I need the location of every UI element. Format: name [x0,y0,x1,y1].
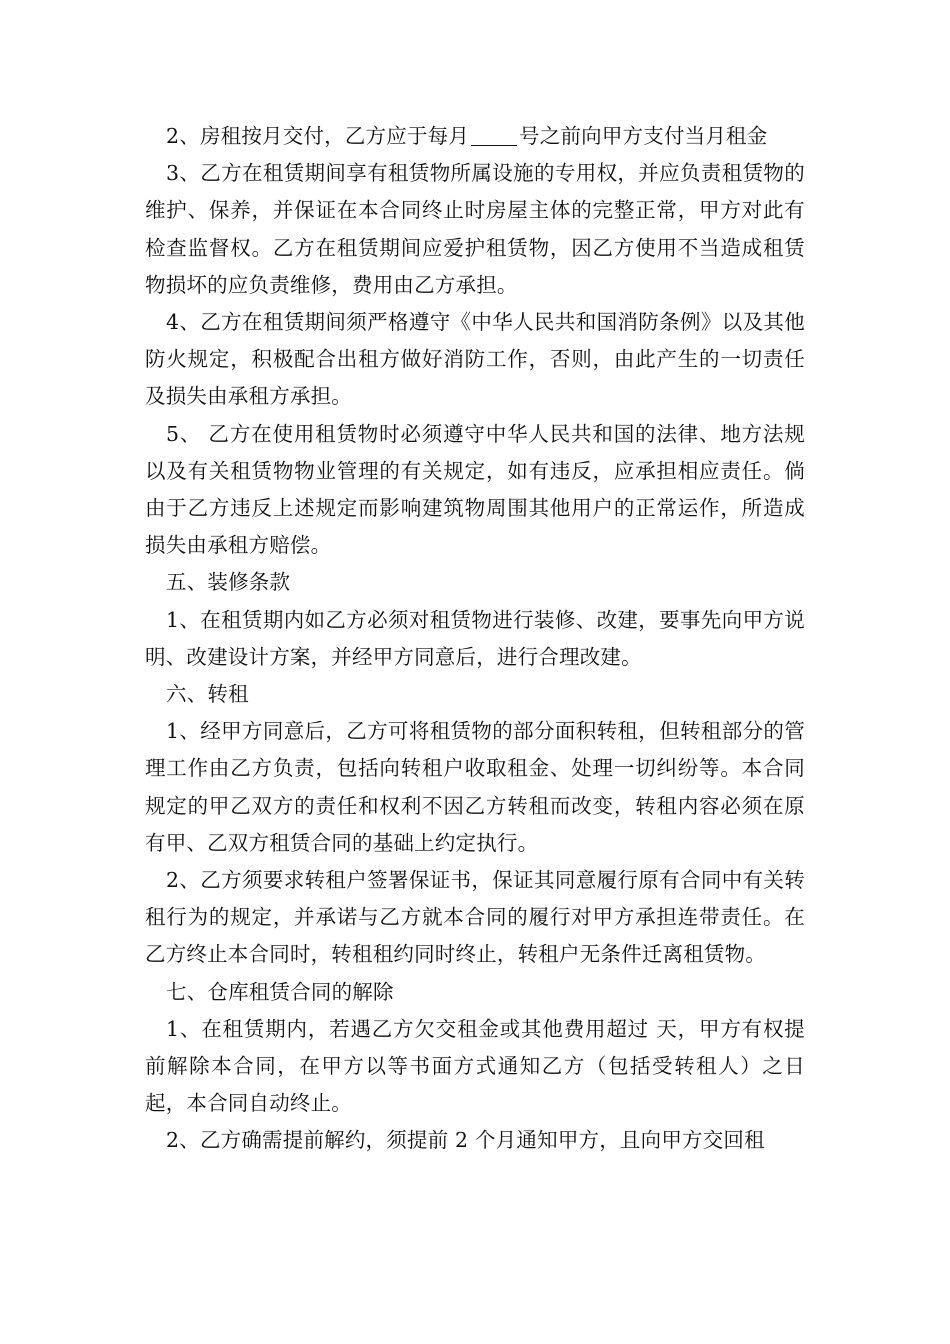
clause-sublease-2: 2、乙方须要求转租户签署保证书，保证其同意履行原有合同中有关转租行为的规定，并承诺与乙方就本合同的履行对甲方承担连带责任。在乙方终止本合同时，转租租约同时终止，转租户无条件迁离租赁物。 [145,868,805,967]
blank-underline [471,125,517,147]
section-heading-termination: 七、仓库租赁合同的解除 [166,979,394,1004]
clause-termination-2: 2、乙方确需提前解约，须提前 2 个月通知甲方，且向甲方交回租 [166,1128,765,1153]
section-heading-renovation: 五、装修条款 [166,570,291,595]
document-body [145,118,805,1160]
clause-rent-payment-text-a: 2、房租按月交付，乙方应于每月 [166,124,470,148]
clause-termination-1: 1、在租赁期内，若遇乙方欠交租金或其他费用超过 天，甲方有权提前解除本合同，在甲方以等书面方式通知乙方（包括受转租人）之日起，本合同自动终止。 [145,1016,805,1116]
clause-fire-safety: 4、乙方在租赁期间须严格遵守《中华人民共和国消防条例》以及其他防火规定，积极配合出租方做好消防工作，否则，由此产生的一切责任及损失由承租方承担。 [145,310,805,409]
clause-rent-payment [145,118,805,155]
clause-maintenance: 3、乙方在租赁期间享有租赁物所属设施的专用权，并应负责租赁物的维护、保养，并保证在本合同终止时房屋主体的完整正常，甲方对此有检查监督权。乙方在租赁期间应爱护租赁物，因乙方使用不当造成租赁物损坏的应负责维修，费用由乙方承担。 [145,161,805,297]
clause-legal-compliance: 5、 乙方在使用租赁物时必须遵守中华人民共和国的法律、地方法规以及有关租赁物物业管理的有关规定，如有违反，应承担相应责任。倘由于乙方违反上述规定而影响建筑物周围其他用户的正常运作，所造成损失由承租方赔偿。 [145,421,805,558]
clause-sublease-1: 1、经甲方同意后，乙方可将租赁物的部分面积转租，但转租部分的管理工作由乙方负责，包括向转租户收取租金、处理一切纠纷等。本合同规定的甲乙双方的责任和权利不因乙方转租而改变，转租内容必须在原有甲、乙双方租赁合同的基础上约定执行。 [145,719,805,855]
clause-rent-payment-text-b: 号之前向甲方支付当月租金 [519,124,768,148]
section-heading-sublease: 六、转租 [166,682,249,707]
clause-renovation: 1、在租赁期内如乙方必须对租赁物进行装修、改建，要事先向甲方说明、改建设计方案，并经甲方同意后，进行合理改建。 [145,607,805,669]
